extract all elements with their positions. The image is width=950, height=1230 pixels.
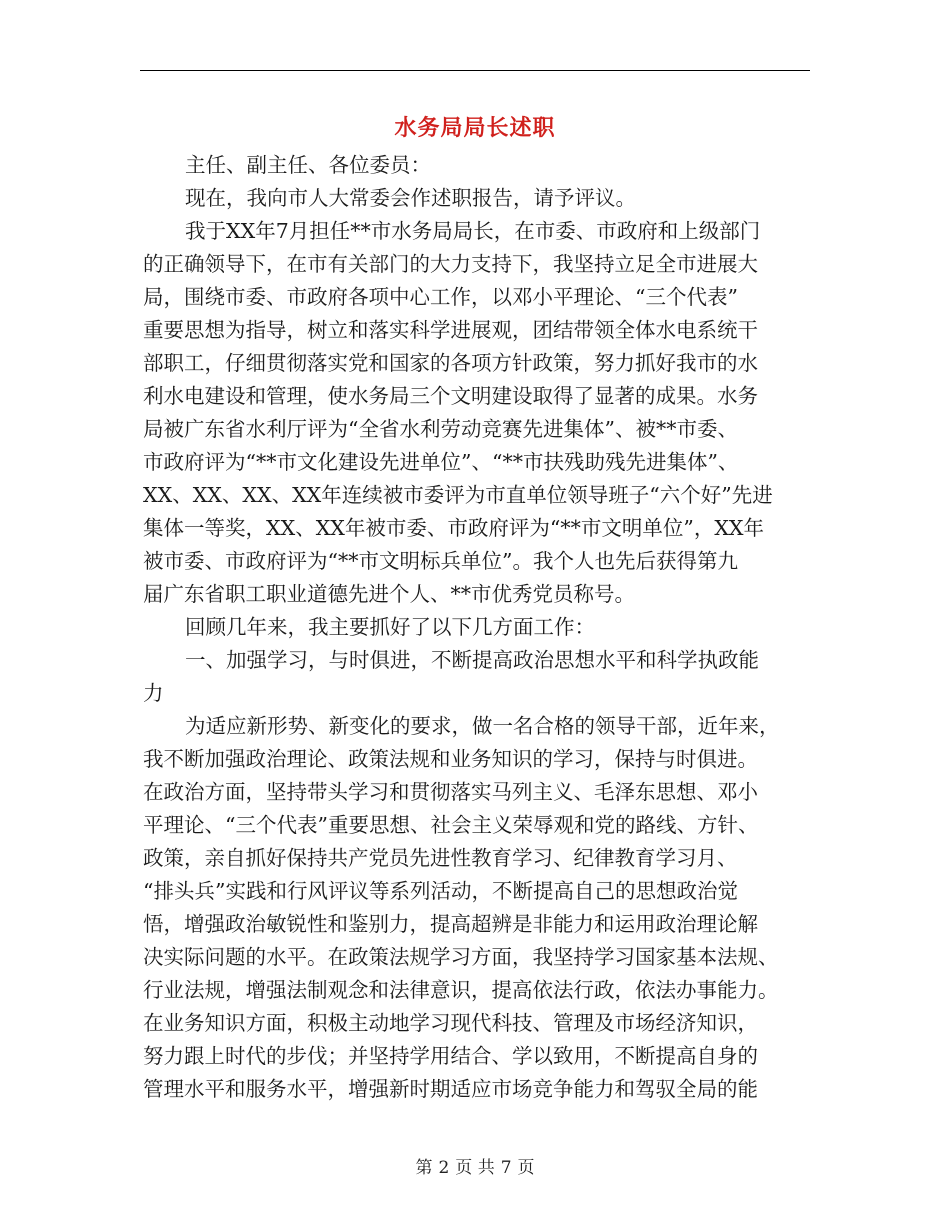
body-line: 回顾几年来，我主要抓好了以下几方面工作： (185, 615, 595, 639)
footer-total-pages: 7 (500, 1158, 512, 1178)
body-line: 届广东省职工职业道德先进个人、**市优秀党员称号。 (143, 582, 635, 606)
body-line: 局，围绕市委、市政府各项中心工作，以邓小平理论、“三个代表” (143, 285, 738, 309)
footer-prefix: 第 (415, 1158, 433, 1178)
body-line: 我于XX年7月担任**市水务局局长，在市委、市政府和上级部门 (185, 219, 761, 243)
page-footer (0, 1153, 950, 1178)
body-line: 在业务知识方面，积极主动地学习现代科技、管理及市场经济知识， (143, 1011, 758, 1035)
body-line: 市政府评为“**市文化建设先进单位”、“**市扶残助残先进集体”、 (143, 450, 739, 474)
body-line: 一、加强学习，与时俱进，不断提高政治思想水平和科学执政能 (185, 648, 759, 672)
body-line: XX、XX、XX、XX年连续被市委评为市直单位领导班子“六个好”先进 (143, 483, 773, 507)
body-line: 努力跟上时代的步伐；并坚持学用结合、学以致用，不断提高自身的 (143, 1044, 758, 1068)
footer-middle: 页 共 (455, 1158, 495, 1178)
body-line: 局被广东省水利厅评为“全省水利劳动竞赛先进集体”、被**市委、 (143, 417, 738, 441)
body-line: 在政治方面，坚持带头学习和贯彻落实马列主义、毛泽东思想、邓小 (143, 780, 758, 804)
body-line: 主任、副主任、各位委员： (185, 153, 431, 177)
footer-suffix: 页 (517, 1158, 535, 1178)
body-line: 利水电建设和管理，使水务局三个文明建设取得了显著的成果。水务 (143, 384, 758, 408)
body-line: 为适应新形势、新变化的要求，做一名合格的领导干部，近年来， (185, 714, 780, 738)
body-line: “排头兵”实践和行风评议等系列活动，不断提高自己的思想政治觉 (143, 879, 738, 903)
body-line: 重要思想为指导，树立和落实科学进展观，团结带领全体水电系统干 (143, 318, 758, 342)
body-line: 的正确领导下，在市有关部门的大力支持下，我坚持立足全市进展大 (143, 252, 758, 276)
body-line: 管理水平和服务水平，增强新时期适应市场竞争能力和驾驭全局的能 (143, 1077, 758, 1101)
body-line: 我不断加强政治理论、政策法规和业务知识的学习，保持与时俱进。 (143, 747, 758, 771)
body-line: 决实际问题的水平。在政策法规学习方面，我坚持学习国家基本法规、 (143, 945, 779, 969)
document-body (143, 149, 809, 1106)
body-line: 悟，增强政治敏锐性和鉴别力，提高超辨是非能力和运用政治理论解 (143, 912, 758, 936)
footer-current-page: 2 (438, 1158, 450, 1178)
document-title: 水务局局长述职 (394, 115, 556, 141)
body-line: 现在，我向市人大常委会作述职报告，请予评议。 (185, 186, 636, 210)
body-line: 集体一等奖，XX、XX年被市委、市政府评为“**市文明单位”，XX年 (143, 516, 765, 540)
body-line: 政策，亲自抓好保持共产党员先进性教育学习、纪律教育学习月、 (143, 846, 738, 870)
header-rule (140, 70, 810, 71)
body-line: 被市委、市政府评为“**市文明标兵单位”。我个人也先后获得第九 (143, 549, 738, 573)
body-line: 力 (143, 681, 164, 705)
body-line: 行业法规，增强法制观念和法律意识，提高依法行政，依法办事能力。 (143, 978, 779, 1002)
body-line: 部职工，仔细贯彻落实党和国家的各项方针政策，努力抓好我市的水 (143, 351, 758, 375)
body-line: 平理论、“三个代表”重要思想、社会主义荣辱观和党的路线、方针、 (143, 813, 759, 837)
